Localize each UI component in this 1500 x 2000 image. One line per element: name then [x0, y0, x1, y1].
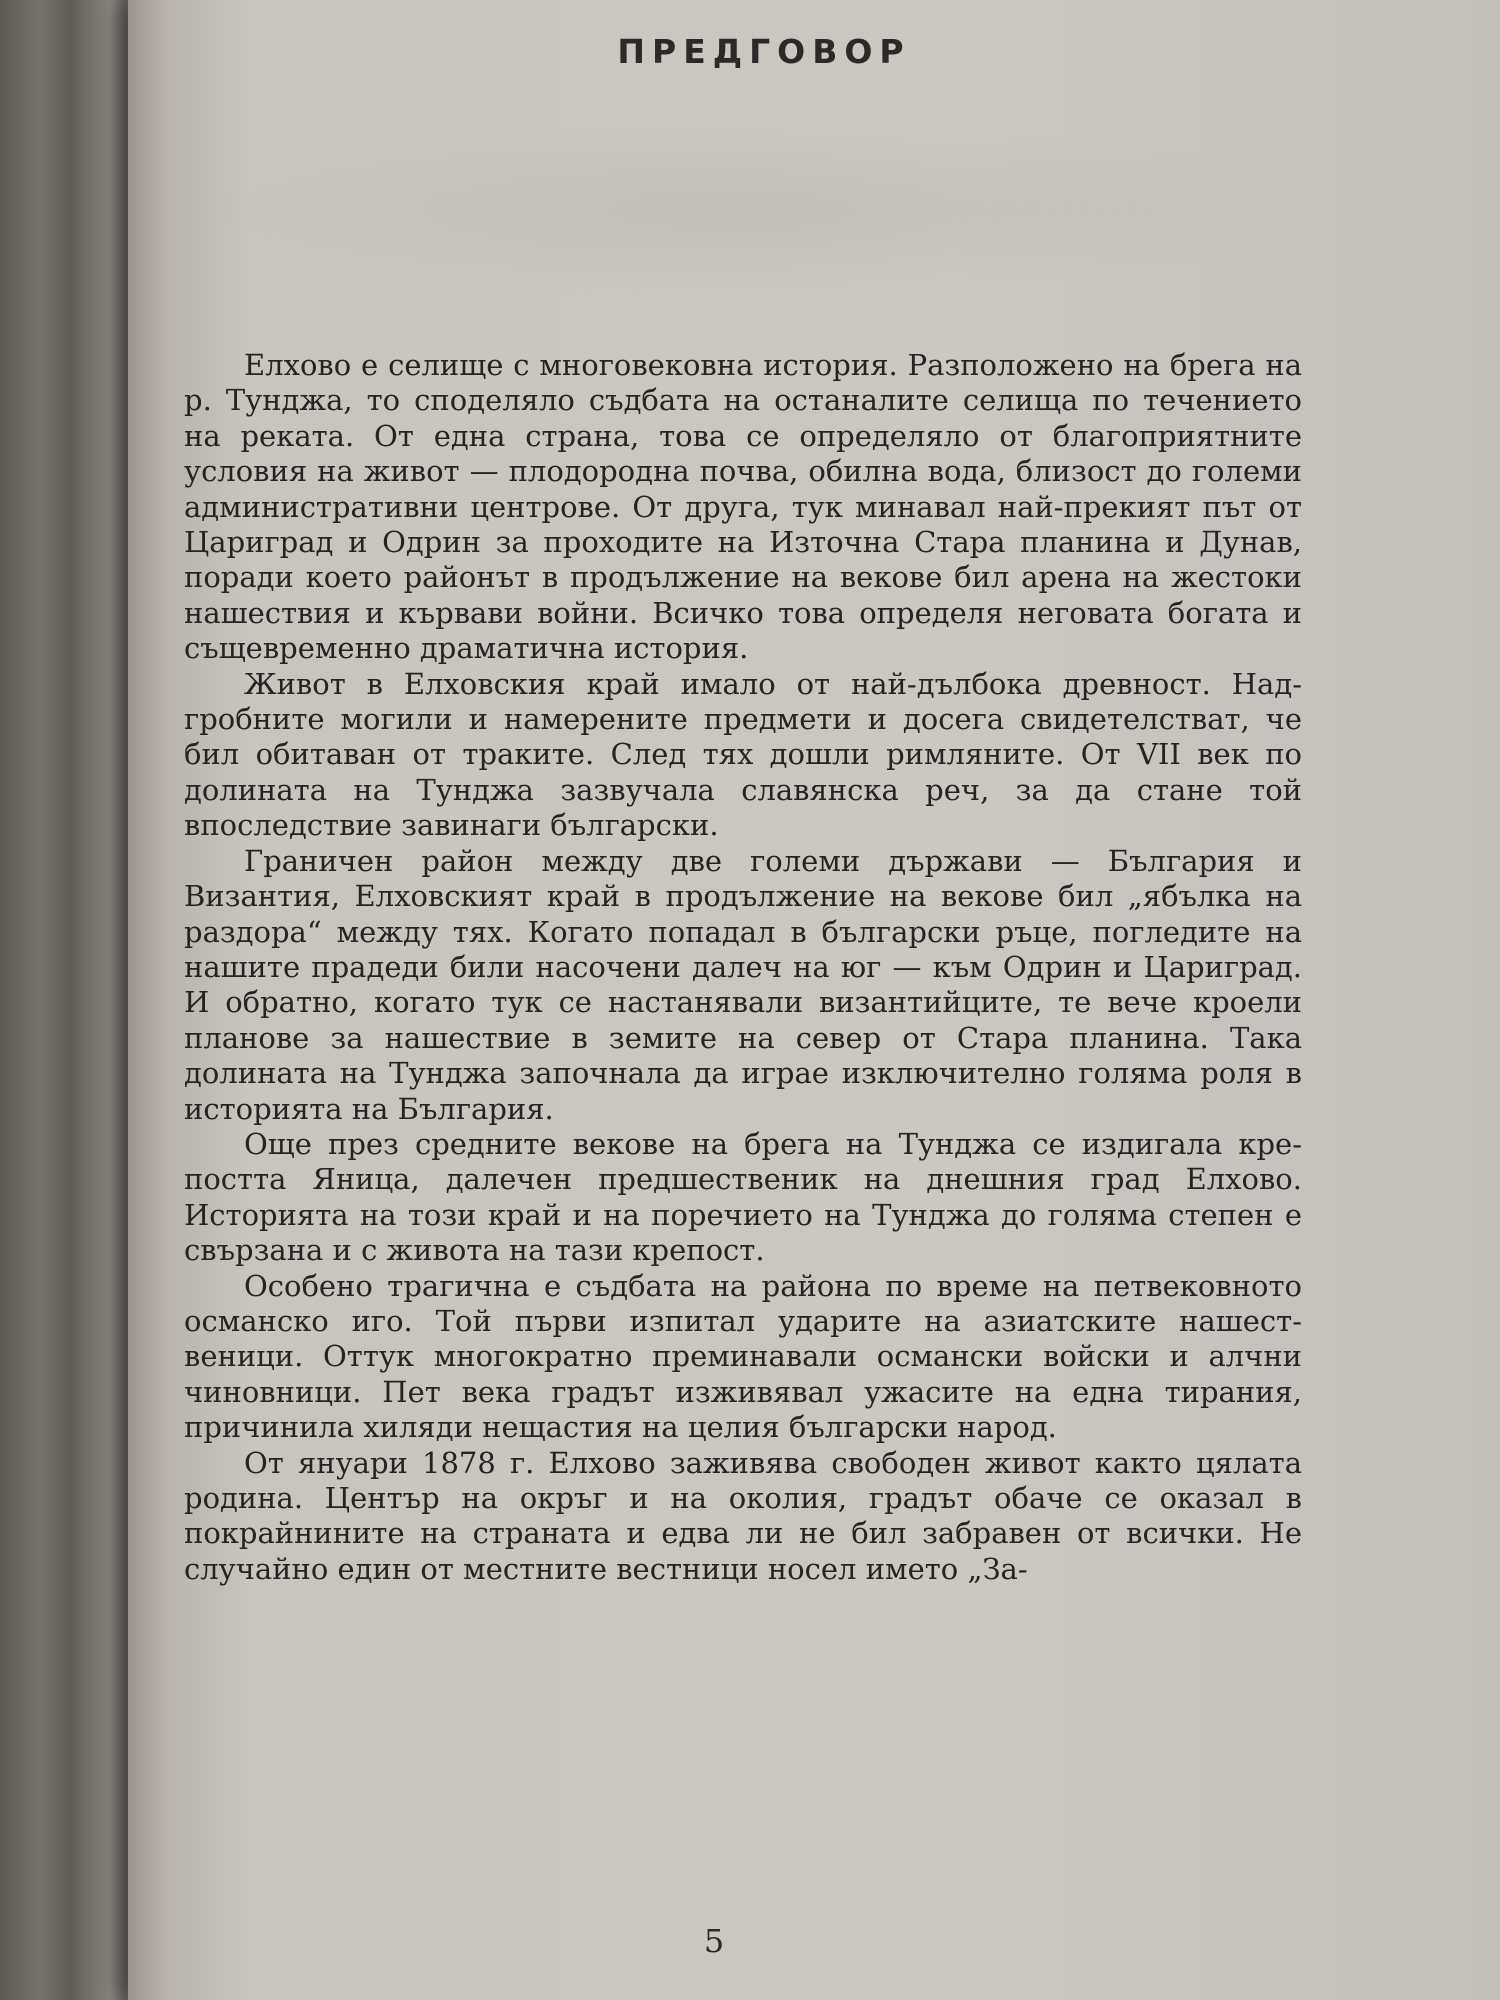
body-text — [184, 348, 1302, 1587]
paragraph: От януари 1878 г. Елхово заживява свободен живот както цялата родина. Център на окръг и на околия, градът обаче се оказал в покрайнините на страната и едва ли не бил забравен от всички. Не случайно един от местните вестници носел името „За- — [184, 1445, 1302, 1586]
book-page — [128, 0, 1500, 2000]
paragraph: Елхово е селище с многовековна история. Разположено на брега на р. Тунджа, то споделяло съдбата на останалите селища по течението на реката. От една страна, това се определяло от благоприятните условия на живот — плодородна почва, обилна вода, близост до големи административни центрове. От друга, тук минавал най-прекият път от Цариград и Одрин за проходите на Източна Стара планина и Дунав, поради което районът в продължение на векове бил арена на жестоки нашествия и кървави войни. Всичко това определя неговата богата и същевременно драматична история. — [184, 348, 1302, 666]
paragraph: Особено трагична е съдбата на района по време на петвековното османско иго. Той първи изпитал ударите на азиатските нашественици. Оттук многократно преминавали османски войски и алчни чиновници. Пет века градът изживявал ужасите на една тирания, причинила хиляди нещастия на целия български народ. — [184, 1268, 1302, 1445]
paragraph: Още през средните векове на брега на Тунджа се издигала крепостта Яница, далечен предшественик на днешния град Елхово. Историята на този край и на поречието на Тунджа до голяма степен е свързана и с живота на тази крепост. — [184, 1126, 1302, 1268]
paragraph: Живот в Елховския край имало от най-дълбока древност. Надгробните могили и намерените предмети и досега свидетелстват, че бил обитаван от траките. След тях дошли римляните. От VII век по долината на Тунджа зазвучала славянска реч, за да стане той впоследствие завинаги български. — [184, 666, 1302, 843]
page-number: 5 — [703, 1922, 725, 1960]
page-title: ПРЕДГОВОР — [617, 32, 911, 71]
ink-bleed-through — [188, 120, 1338, 300]
paragraph: Граничен район между две големи държави — България и Византия, Елховският край в продължение на векове бил „ябълка на раздора“ между тях. Когато попадал в български ръце, погледите на нашите прадеди били насочени далеч на юг — към Одрин и Цариград. И обратно, когато тук се настанявали византийците, те вече кроели планове за нашествие в земите на север от Стара планина. Така долината на Тунджа започнала да играе изключително голяма роля в историята на България. — [184, 843, 1302, 1126]
